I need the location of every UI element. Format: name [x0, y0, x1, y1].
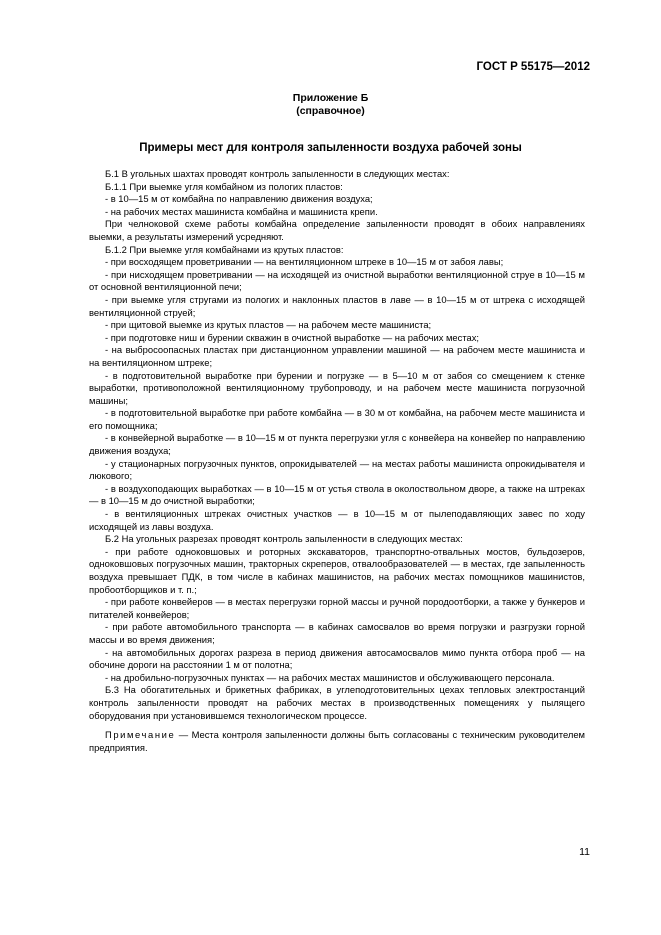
body-text [89, 168, 585, 754]
standard-code: ГОСТ Р 55175—2012 [476, 61, 590, 73]
paragraph: - в подготовительной выработке при работе комбайна — в 30 м от комбайна, на рабочем месте машиниста и его помощника; [89, 407, 585, 431]
paragraph: Б.1.1 При выемке угля комбайном из пологих пластов: [105, 180, 343, 192]
note-text: — Места контроля запыленности должны быть согласованы с техническим руководителем предприятия. [89, 729, 585, 753]
paragraph: - в воздухоподающих выработках — в 10—15 м от устья ствола в околоствольном дворе, а также на штреках — в 10—15 м до очистной выработки; [89, 482, 585, 507]
paragraph: - при работе одноковшовых и роторных экскаваторов, транспортно-отвальных мостов, бульдозеров, одноковшовых погрузочных машин, тракторных скреперов, отвалообразователей — в местах, где запыленность воздуха превышает ПДК, в том числе в кабинах машинистов, на рабочих местах помощников машинистов, пробоотборщиков и т. п.; [89, 545, 585, 595]
appendix-subtitle: (справочное) [296, 105, 365, 117]
paragraph: - при нисходящем проветривании — на исходящей из очистной выработки вентиляционной струе в 10—15 м от основной вентиляционной печи; [89, 268, 585, 293]
note [89, 729, 585, 754]
paragraph: - при работе конвейеров — в местах перегрузки горной массы и ручной породоотборки, а также у бункеров и питателей конвейеров; [89, 596, 585, 620]
document-title: Примеры мест для контроля запыленности воздуха рабочей зоны [139, 142, 522, 154]
paragraph: - на рабочих местах машиниста комбайна и машиниста крепи. [105, 205, 378, 217]
paragraph: При челноковой схеме работы комбайна определение запыленности проводят в обоих направлениях выемки, а результаты измерений усредняют. [89, 218, 585, 242]
paragraph: - на дробильно-погрузочных пунктах — на рабочих местах машинистов и обслуживающего персонала. [105, 671, 555, 683]
paragraph: - при щитовой выемке из крутых пластов — на рабочем месте машиниста; [105, 319, 432, 331]
appendix-title: Приложение Б [292, 92, 369, 104]
paragraph: - на автомобильных дорогах разреза в период движения автосамосвалов мимо пункта отбора проб — на обочине дороги на расстоянии 1 м от полотна; [89, 646, 585, 671]
appendix-heading [0, 92, 661, 118]
paragraph: - при подготовке ниш и бурении скважин в очистной выработке — на рабочих местах; [105, 331, 480, 343]
note-label: Примечание [105, 729, 176, 741]
paragraph: Б.3 На обогатительных и брикетных фабриках, в углеподготовительных цехах тепловых электростанций контроль запыленности проводят на рабочих местах в производственных помещениях у пылящего оборудования при установившемся технологическом процессе. [89, 684, 585, 721]
paragraph: - в 10—15 м от комбайна по направлению движения воздуха; [105, 193, 373, 205]
paragraph: Б.1.2 При выемке угля комбайнами из крутых пластов: [105, 243, 344, 255]
paragraph: - в конвейерной выработке — в 10—15 м от пункта перегрузки угля с конвейера на конвейер по направлению движения воздуха; [89, 432, 585, 457]
paragraph: Б.2 На угольных разрезах проводят контроль запыленности в следующих местах: [105, 533, 463, 545]
paragraph: - при работе автомобильного транспорта — в кабинах самосвалов во время погрузки и разгрузки горной массы и во время движения; [89, 621, 585, 645]
paragraph: Б.1 В угольных шахтах проводят контроль запыленности в следующих местах: [105, 168, 450, 179]
paragraph: - у стационарных погрузочных пунктов, опрокидывателей — на местах работы машиниста опрокидывателя и люкового; [89, 457, 585, 482]
paragraph: - на выбросоопасных пластах при дистанционном управлении машиной — на рабочем месте машиниста и на вентиляционном штреке; [89, 344, 585, 368]
paragraph: - в подготовительной выработке при бурении и погрузке — в 5—10 м от забоя со смещением к стенке выработки, противоположной вентиляционному трубопроводу, и на рабочем месте машиниста погрузочной машины; [89, 369, 585, 406]
paragraph: - при восходящем проветривании — на вентиляционном штреке в 10—15 м от забоя лавы; [105, 256, 504, 268]
page-number: 11 [579, 846, 590, 858]
paragraph: - в вентиляционных штреках очистных участков — в 10—15 м от пылеподавляющих завес по ходу исходящей из лавы воздуха. [89, 508, 585, 532]
paragraph: - при выемке угля стругами из пологих и наклонных пластов в лаве — в 10—15 м от штрека с исходящей вентиляционной струей; [89, 293, 585, 318]
